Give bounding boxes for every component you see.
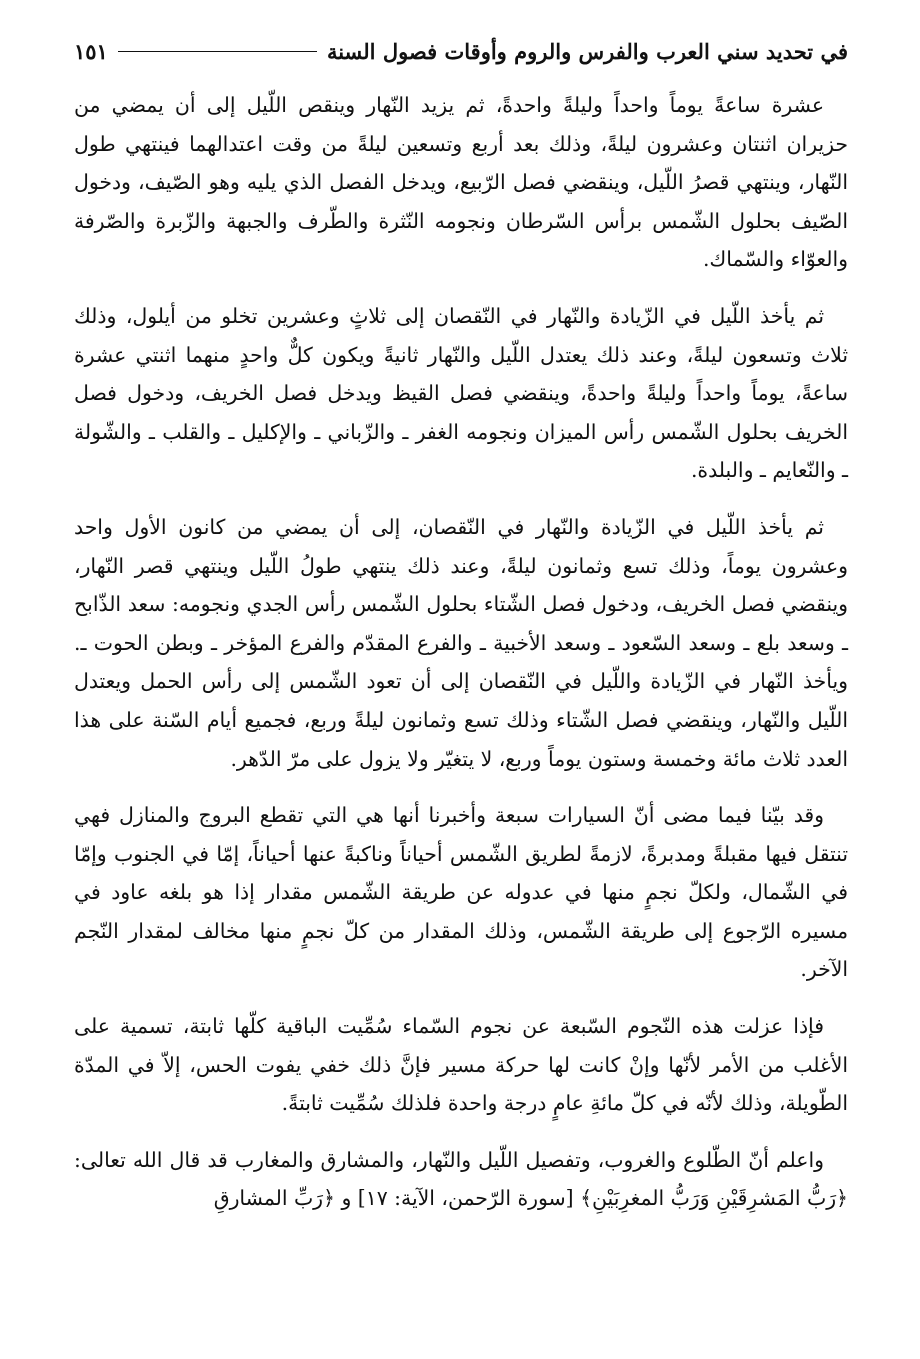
paragraph: وقد بيّنا فيما مضى أنّ السيارات سبعة وأخبرنا أنها هي التي تقطع البروج والمنازل فهي تنتقل فيها مقبلةً ومدبرةً، لازمةً لطريق الشّمس أحياناً وناكبةً عنها أحياناً، إمّا في الجنوب وإمّا في الشّمال، ولكلّ نجمٍ منها في عدوله عن طريقة الشّمس مقدار إذا هو بلغه عاود في مسيره الرّجوع إلى طريقة الشّمس، وذلك المقدار من كلّ نجمٍ منها مخالف لمقدار النّجم الآخر. [74, 803, 848, 982]
paragraph: واعلم أنّ الطّلوع والغروب، وتفصيل اللّيل والنّهار، والمشارق والمغارب قد قال الله تعالى: ﴿رَبُّ المَشرِقَيْنِ وَرَبُّ المغرِبَيْنِ﴾ [سورة الرّحمن، الآية: ١٧] و ﴿رَبِّ المشارقِ [74, 1147, 848, 1211]
page-body [74, 86, 848, 1236]
header-rule [118, 51, 317, 52]
page-header [74, 34, 848, 68]
page-number: ١٥١ [74, 38, 108, 64]
paragraph: ثم يأخذ اللّيل في الزّيادة والنّهار في النّقصان، إلى أن يمضي من كانون الأول واحد وعشرون يوماً، وذلك تسع وثمانون ليلةً، وعند ذلك ينتهي طولُ اللّيل وينتهي قصر النّهار، وينقضي فصل الخريف، ودخول فصل الشّتاء بحلول الشّمس رأس الجدي ونجومه: سعد الذّابح ـ وسعد بلع ـ وسعد السّعود ـ وسعد الأخبية ـ والفرع المقدّم والفرع المؤخر ـ وبطن الحوت ـ. ويأخذ النّهار في الزّيادة واللّيل في النّقصان إلى أن تعود الشّمس إلى رأس الحمل ويعتدل اللّيل والنّهار، وينقضي فصل الشّتاء وذلك تسع وثمانون ليلةً وربع، فجميع أيام السّنة على هذا العدد ثلاث مائة وخمسة وستون يوماً وربع، لا يتغيّر ولا يزول على مرّ الدّهر. [74, 514, 848, 771]
paragraph: ثم يأخذ اللّيل في الزّيادة والنّهار في النّقصان إلى ثلاثٍ وعشرين تخلو من أيلول، وذلك ثلاث وتسعون ليلةً، وعند ذلك يعتدل اللّيل والنّهار ثانيةً ويكون كلٌّ واحدٍ منهما اثنتي عشرة ساعةً، يوماً واحداً وليلةً واحدةً، وينقضي فصل القيظ ويدخل فصل الخريف، ودخول فصل الخريف بحلول الشّمس رأس الميزان ونجومه الغفر ـ والزّباني ـ والإكليل ـ والقلب ـ والشّولة ـ والنّعايم ـ والبلدة. [74, 303, 848, 483]
paragraph: عشرة ساعةً يوماً واحداً وليلةً واحدةً، ثم يزيد النّهار وينقص اللّيل إلى أن يمضي من حزيران اثنتان وعشرون ليلةً، وذلك بعد أربع وتسعين ليلةً من وقت اعتدالهما فينتهي طول النّهار، وينتهي قصرُ اللّيل، وينقضي فصل الرّبيع، ويدخل الفصل الذي يليه وهو الصّيف، ودخول الصّيف بحلول الشّمس برأس السّرطان ونجومه النّثرة والطّرف والجبهة والزّبرة والصّرفة والعوّاء والسّماك. [74, 93, 848, 272]
paragraph: فإذا عزلت هذه النّجوم السّبعة عن نجوم السّماء سُمِّيت الباقية كلّها ثابتة، تسمية على الأغلب من الأمر لأنّها وإنْ كانت لها حركة مسير فإنَّ ذلك خفي يفوت الحس، إلاّ في المدّة الطّويلة، وذلك لأنّه في كلّ مائةِ عامٍ درجة واحدة فلذلك سُمِّيت ثابتةً. [74, 1014, 848, 1116]
running-title: في تحديد سني العرب والفرس والروم وأوقات فصول السنة [326, 38, 848, 64]
